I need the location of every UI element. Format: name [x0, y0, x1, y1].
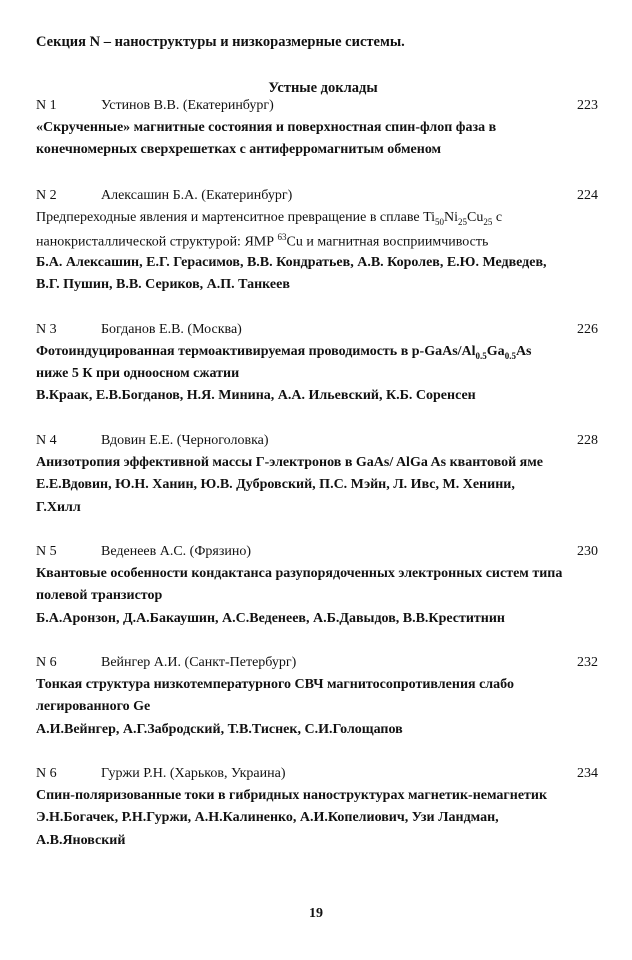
- presenter: Богданов Е.В. (Москва): [101, 322, 242, 337]
- title-line: «Скрученные» магнитные состояния и поверхностная спин-флоп фаза в: [36, 120, 497, 135]
- oral-reports-heading: Устные доклады: [268, 80, 378, 96]
- authors-line: Г.Хилл: [36, 500, 81, 515]
- title-line: Предпереходные явления и мартенситное превращение в сплаве $Ti_{50}Ni_{25}Cu_{25}$ с: [36, 210, 503, 227]
- entry-header: [0, 766, 632, 788]
- entry-number: N 6: [36, 655, 57, 670]
- entry-header: [0, 433, 632, 455]
- title-line: Спин-поляризованные токи в гибридных наноструктурах магнетик-немагнетик: [36, 788, 548, 803]
- title-line: легированного Ge: [36, 699, 151, 714]
- page-reference: 232: [577, 655, 598, 670]
- entry-1: [0, 98, 632, 157]
- entry-6: [0, 655, 632, 737]
- authors-line: Б.А.Аронзон, Д.А.Бакаушин, А.С.Веденеев, А.Б.Давыдов, В.В.Креститнин: [36, 611, 505, 626]
- entry-number: N 1: [36, 98, 57, 113]
- entry-5: [0, 544, 632, 626]
- entry-number: N 4: [36, 433, 57, 448]
- authors-line: В.Г. Пушин, В.В. Сериков, А.П. Танкеев: [36, 277, 290, 292]
- authors-line: Е.Е.Вдовин, Ю.Н. Ханин, Ю.В. Дубровский, П.С. Мэйн, Л. Ивс, М. Хенини,: [36, 477, 515, 492]
- presenter: Устинов В.В. (Екатеринбург): [101, 98, 274, 113]
- entry-number: N 5: [36, 544, 57, 559]
- title-line: ниже 5 К при одноосном сжатии: [36, 366, 240, 381]
- entry-header: [0, 322, 632, 344]
- title-line: Квантовые особенности кондактанса разупорядоченных электронных систем типа: [36, 566, 563, 581]
- entry-2: [0, 188, 632, 292]
- authors-line: А.И.Вейнгер, А.Г.Забродский, Т.В.Тиснек, С.И.Голощапов: [36, 722, 403, 737]
- presenter: Вейнгер А.И. (Санкт-Петербург): [101, 655, 297, 670]
- page-reference: 230: [577, 544, 598, 559]
- page-reference: 226: [577, 322, 598, 337]
- presenter: Вдовин Е.Е. (Черноголовка): [101, 433, 269, 448]
- title-line: Тонкая структура низкотемпературного СВЧ магнитосопротивления слабо: [36, 677, 514, 692]
- title-line: Фотоиндуцированная термоактивируемая проводимость в $p-GaAs/Al_{0.5}Ga_{0.5}As$: [36, 344, 532, 361]
- entry-7: [0, 766, 632, 848]
- page-reference: 223: [577, 98, 598, 113]
- page-reference: 228: [577, 433, 598, 448]
- entry-number: N 3: [36, 322, 57, 337]
- title-line: полевой транзистор: [36, 588, 163, 603]
- page-number: 19: [309, 906, 323, 921]
- entry-4: [0, 433, 632, 515]
- entry-header: [0, 544, 632, 566]
- presenter: Веденеев А.С. (Фрязино): [101, 544, 252, 559]
- page-reference: 224: [577, 188, 598, 203]
- authors-line: Б.А. Алексашин, Е.Г. Герасимов, В.В. Кондратьев, А.В. Королев, Е.Ю. Медведев,: [36, 255, 547, 270]
- title-line: конечномерных сверхрешетках с антиферромагнитым обменом: [36, 142, 442, 157]
- section-title: Секция N – наноструктуры и низкоразмерные системы.: [36, 34, 405, 50]
- title-line: Анизотропия эффективной массы Г-электронов в GaAs/ AlGa As квантовой яме: [36, 455, 544, 470]
- title-line: нанокристаллической структурой: ЯМР $^{63}$Cu и магнитная восприимчивость: [36, 232, 489, 250]
- presenter: Гуржи Р.Н. (Харьков, Украина): [101, 766, 286, 781]
- entry-header: [0, 655, 632, 677]
- authors-line: А.В.Яновский: [36, 833, 126, 848]
- page-reference: 234: [577, 766, 598, 781]
- entry-number: N 2: [36, 188, 57, 203]
- authors-line: Э.Н.Богачек, Р.Н.Гуржи, А.Н.Калиненко, А.И.Копелиович, Узи Ландман,: [36, 810, 499, 825]
- entry-header: [0, 188, 632, 210]
- entry-header: [0, 98, 632, 120]
- entry-number: N 6: [36, 766, 57, 781]
- presenter: Алексашин Б.А. (Екатеринбург): [101, 188, 293, 203]
- authors-line: В.Краак, Е.В.Богданов, Н.Я. Минина, А.А. Ильевский, К.Б. Соренсен: [36, 388, 476, 403]
- entry-3: [0, 322, 632, 403]
